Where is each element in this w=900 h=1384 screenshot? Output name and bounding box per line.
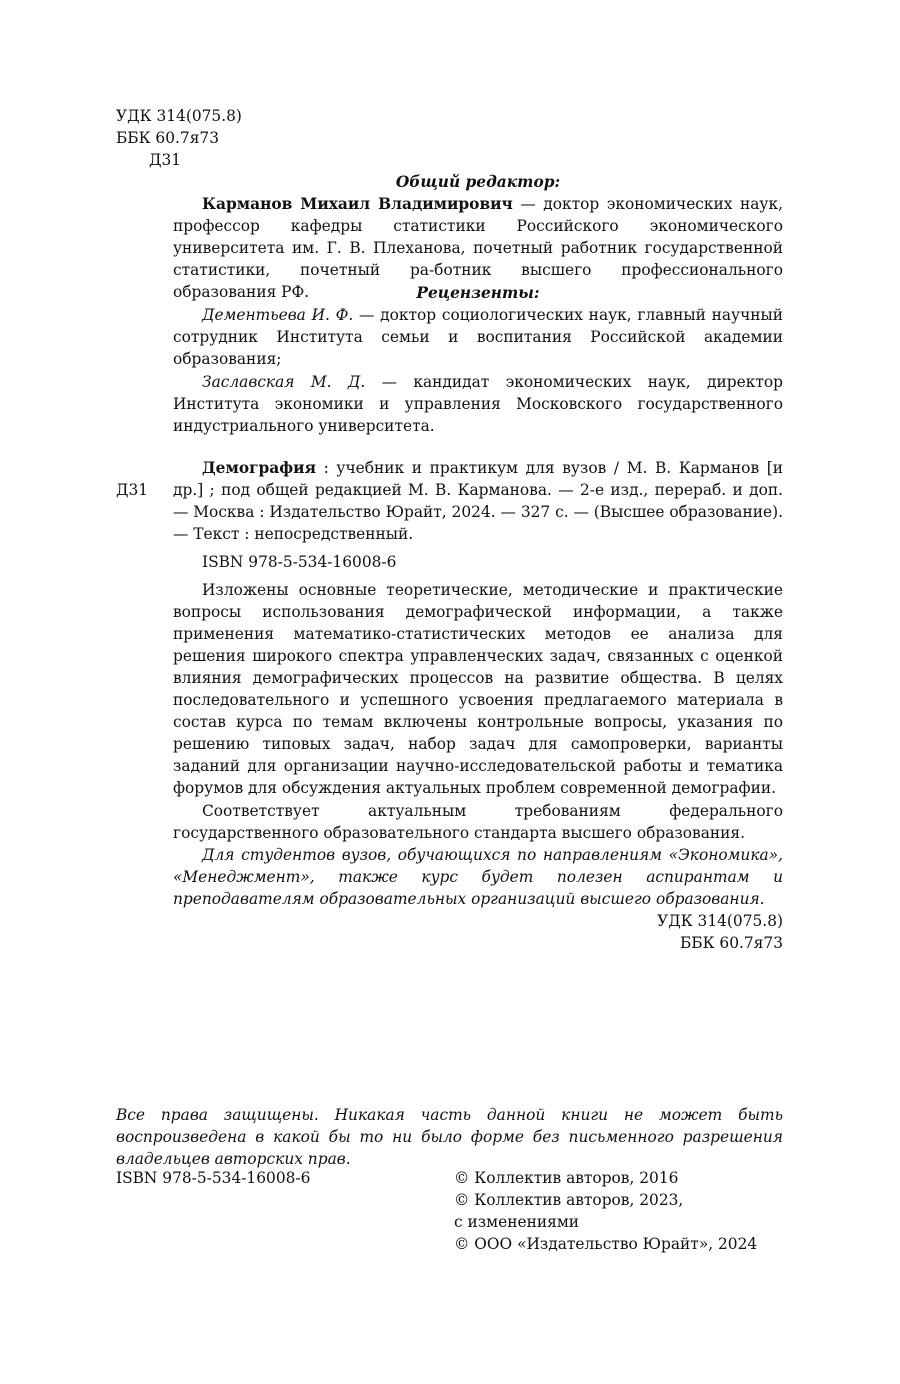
udk-code: УДК 314(075.8) [657, 912, 783, 930]
reviewer-description: — доктор социологических наук, главный научный сотрудник Института семьи и воспитания Российской академии образования; [173, 306, 784, 368]
editor-name: Карманов Михаил Владимирович [202, 195, 513, 213]
reviewers-heading: Рецензенты: [416, 284, 540, 302]
classification-block [116, 105, 242, 171]
copyright-block [454, 1167, 757, 1255]
rights-notice: Все права защищены. Никакая часть данной книги не может быть воспроизведена в какой бы то ни было форме без письменного разрешения владельцев авторских прав. [116, 1106, 783, 1168]
udk-code: УДК 314(075.8) [116, 107, 242, 125]
bbk-code: ББК 60.7я73 [116, 129, 219, 147]
editor-heading: Общий редактор: [395, 173, 561, 191]
audience-note: Для студентов вузов, обучающихся по направлениям «Экономика», «Менеджмент», также курс будет полезен аспирантам и преподавателям образовательных организаций высшего образования. [173, 846, 783, 908]
bib-mark: Д31 [116, 481, 149, 499]
reviewer-name: Заславская М. Д. [202, 373, 366, 391]
editor-description: — доктор экономических наук, профессор кафедры статистики Российского экономического университета им. Г. В. Плеханова, почетный работник государственной статистики, почетный ра-ботник высшего профессионального образования РФ. [173, 195, 783, 301]
author-mark: Д31 [149, 151, 182, 169]
copyright-line: © Коллектив авторов, 2016 [454, 1169, 679, 1187]
copyright-line: с изменениями [454, 1213, 580, 1231]
book-title: Демография [202, 459, 316, 477]
reviewer-name: Дементьева И. Ф. [202, 306, 354, 324]
abstract-paragraph: Соответствует актуальным требованиям федерального государственного образовательного стандарта высшего образования. [173, 802, 783, 842]
bib-record [173, 457, 783, 545]
copyright-line: © ООО «Издательство Юрайт», 2024 [454, 1235, 758, 1253]
bbk-code: ББК 60.7я73 [680, 934, 783, 952]
reviewer-paragraph [173, 371, 783, 437]
reviewer-paragraph [173, 304, 783, 370]
reviewer-description: — кандидат экономических наук, директор Института экономики и управления Московского государственного индустриального университета. [173, 373, 783, 435]
copyright-line: © Коллектив авторов, 2023, [454, 1191, 684, 1209]
footer-isbn: ISBN 978-5-534-16008-6 [116, 1169, 311, 1187]
bib-isbn: ISBN 978-5-534-16008-6 [202, 553, 397, 571]
abstract-paragraph: Изложены основные теоретические, методические и практические вопросы использования демографической информации, а также применения математико-статистических методов ее анализа для решения широкого спектра управленческих задач, связанных с оценкой влияния демографических процессов на развитие общества. В целях последовательного и успешного усвоения предлагаемого материала в состав курса по темам включены контрольные вопросы, указания по решению типовых задач, набор задач для самопроверки, варианты заданий для организации научно-исследовательской работы и тематика форумов для обсуждения актуальных проблем современной демографии. [173, 581, 783, 797]
bib-description: : учебник и практикум для вузов / М. В. Карманов [и др.] ; под общей редакцией М. В. Карманова. — 2-е изд., перераб. и доп. — Москва : Издательство Юрайт, 2024. — 327 с. — (Высшее образование). — Текст : непосредственный. [173, 459, 783, 543]
classification-bottom [583, 910, 783, 954]
